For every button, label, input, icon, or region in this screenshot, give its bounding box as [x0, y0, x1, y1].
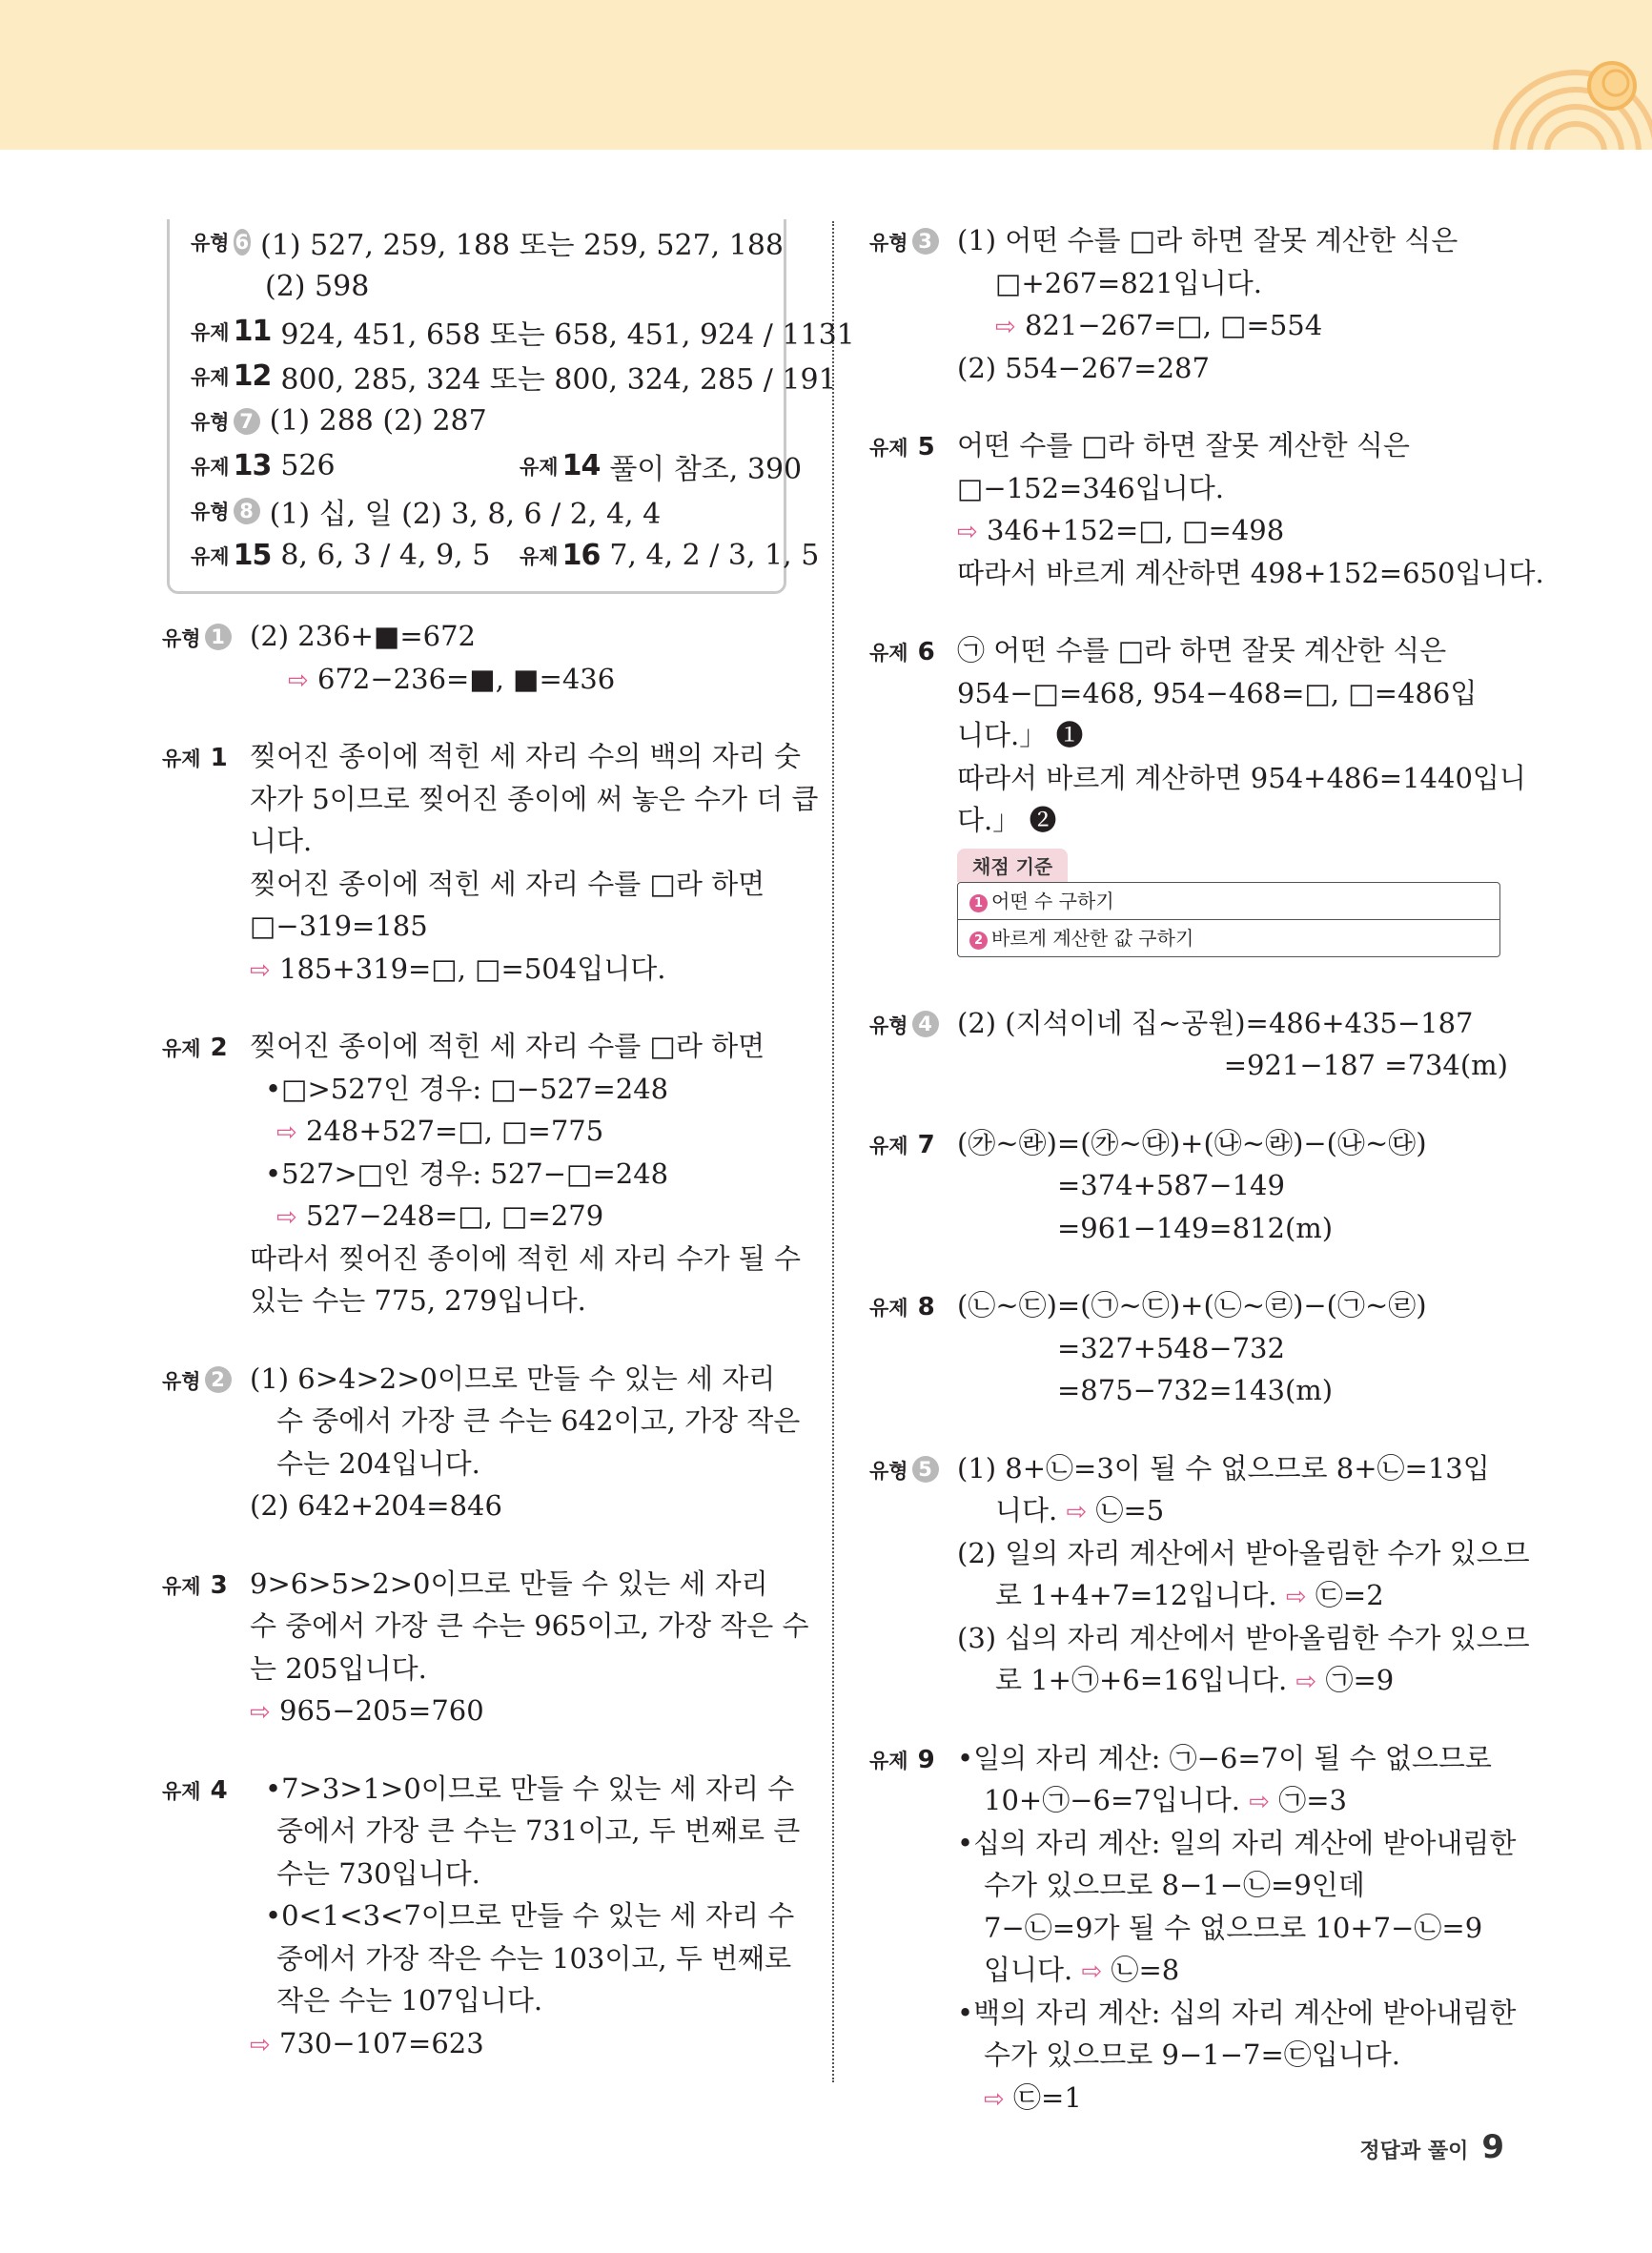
arrow-icon: ⇨ — [1295, 1668, 1317, 1696]
exercise-number: 9 — [917, 1745, 935, 1774]
solution-line: 수는 730입니다. — [276, 1856, 480, 1890]
exercise-number: 16 — [561, 539, 601, 572]
exercise-label: 유제 — [162, 748, 201, 770]
exercise-number: 13 — [233, 449, 272, 482]
solution-line: 찢어진 종이에 적힌 세 자리 수를 □라 하면 — [250, 1030, 765, 1062]
solution-line: □−152=346입니다. — [957, 471, 1224, 504]
arrow-icon: ⇨ — [984, 2084, 1005, 2114]
answer-text: (1) 288 (2) 287 — [269, 404, 487, 438]
arrow-icon: ⇨ — [995, 313, 1016, 341]
solution-line: 따라서 바르게 계산하면 954+486=1440입니 — [957, 761, 1526, 794]
solution-line: 입니다. — [984, 1954, 1073, 1986]
solution-line: 7−㉡=9가 될 수 없으므로 10+7−㉡=9 — [984, 1911, 1483, 1944]
exercise-number: 11 — [233, 315, 272, 348]
solution-line: ㉢=1 — [1013, 2080, 1082, 2114]
answer-text: 8, 6, 3 / 4, 9, 5 — [280, 539, 491, 572]
criteria-row — [958, 883, 1499, 919]
solution-line: 로 1+4+7=12입니다. — [995, 1579, 1277, 1611]
exercise-7 — [869, 1122, 1508, 1250]
answer-summary-box — [167, 219, 855, 594]
column-divider — [832, 221, 834, 2082]
solution-line: (1) 8+㉡=3이 될 수 없으므로 8+㉡=13입 — [957, 1451, 1490, 1485]
solution-line: 954−□=468, 954−468=□, □=486입 — [957, 676, 1478, 709]
arrow-icon: ⇨ — [957, 518, 978, 546]
exercise-number: 7 — [917, 1130, 935, 1159]
exercise-1 — [162, 735, 819, 990]
solution-line: (1) 어떤 수를 □라 하면 잘못 계산한 식은 — [957, 224, 1458, 256]
exercise-label: 유제 — [869, 642, 908, 665]
bullet-icon: • — [957, 1741, 974, 1774]
left-column — [162, 219, 855, 2099]
answer-text: (1) 십, 일 (2) 3, 8, 6 / 2, 4, 4 — [269, 497, 662, 531]
exercise-label: 유제 — [191, 365, 230, 389]
answer-text: 526 — [280, 449, 336, 482]
type-label: 유형 — [869, 1014, 908, 1037]
solution-line: 중에서 가장 큰 수는 731이고, 두 번째로 큰 — [276, 1814, 801, 1847]
solution-line: 7>3>1>0이므로 만들 수 있는 세 자리 수 — [281, 1772, 795, 1805]
solution-line: ㉡=5 — [1095, 1494, 1165, 1526]
summary-row — [191, 488, 784, 533]
solution-line: 527>□인 경우: 527−□=248 — [281, 1157, 669, 1190]
number-badge: 1 — [205, 624, 232, 650]
type-label: 유형 — [869, 232, 908, 255]
arrow-icon: ⇨ — [276, 1203, 297, 1232]
criteria-row — [958, 919, 1499, 956]
exercise-number: 12 — [233, 359, 272, 393]
solution-line: ㉠ 어떤 수를 □라 하면 잘못 계산한 식은 — [957, 634, 1447, 666]
arrow-icon: ⇨ — [250, 2030, 271, 2059]
bullet-icon: • — [265, 1772, 282, 1805]
exercise-label: 유제 — [162, 1574, 201, 1598]
solution-line: 185+319=□, □=504입니다. — [279, 952, 666, 985]
solution-line: □−319=185 — [250, 910, 428, 942]
solution-line: □>527인 경우: □−527=248 — [281, 1072, 669, 1105]
solution-line: 0<1<3<7이므로 만들 수 있는 세 자리 수 — [281, 1899, 795, 1932]
exercise-label: 유제 — [869, 1134, 908, 1157]
solution-type-3 — [869, 219, 1508, 389]
solution-line: 수 중에서 가장 큰 수는 642이고, 가장 작은 — [276, 1404, 801, 1437]
right-column — [869, 219, 1544, 2154]
solution-type-1 — [162, 615, 801, 700]
solution-line: 로 1+㉠+6=16입니다. — [995, 1664, 1288, 1696]
solution-line: 중에서 가장 작은 수는 103이고, 두 번째로 — [276, 1941, 792, 1975]
arrow-icon: ⇨ — [288, 666, 309, 695]
solution-line: (3) 십의 자리 계산에서 받아올림한 수가 있으므 — [957, 1621, 1530, 1654]
solution-line: 자가 5이므로 찢어진 종이에 써 놓은 수가 더 큽 — [250, 782, 819, 815]
answer-text: (1) 527, 259, 188 또는 259, 527, 188 — [260, 228, 784, 262]
answer-text: 800, 285, 324 또는 800, 324, 285 / 191 — [280, 362, 837, 397]
exercise-label: 유제 — [869, 1297, 908, 1320]
arrow-icon: ⇨ — [1249, 1788, 1270, 1816]
criteria-text: 바르게 계산한 값 구하기 — [991, 926, 1194, 950]
solution-line: (2) 554−267=287 — [957, 351, 1210, 384]
summary-row — [191, 399, 784, 443]
solution-line: (2) (지석이네 집~공원)=486+435−187 — [957, 1006, 1474, 1039]
solution-line: 따라서 찢어진 종이에 적힌 세 자리 수가 될 수 — [250, 1241, 801, 1275]
exercise-label: 유제 — [162, 1779, 201, 1803]
solution-line: 248+527=□, □=775 — [306, 1115, 604, 1147]
number-badge: 5 — [912, 1456, 939, 1483]
number-badge: 4 — [912, 1011, 939, 1037]
swirl-decoration-icon — [1404, 0, 1652, 150]
solution-line: 527−248=□, □=279 — [306, 1199, 604, 1232]
exercise-9 — [869, 1737, 1517, 2120]
solution-line: 수는 204입니다. — [276, 1446, 480, 1480]
exercise-number: 1 — [210, 744, 228, 772]
exercise-number: 15 — [233, 539, 272, 572]
exercise-number: 4 — [210, 1775, 228, 1805]
bullet-icon: • — [957, 1996, 974, 2029]
exercise-number: 5 — [917, 433, 935, 461]
solution-line: =327+548−732 — [1057, 1331, 1285, 1364]
summary-row — [191, 443, 803, 488]
solution-line: 수가 있으므로 9−1−7=㉢입니다. — [984, 2038, 1401, 2071]
exercise-number: 14 — [561, 449, 601, 482]
solution-line: 어떤 수를 □라 하면 잘못 계산한 식은 — [957, 429, 1410, 461]
summary-row — [191, 264, 784, 309]
exercise-label: 유제 — [869, 437, 908, 460]
exercise-number: 8 — [917, 1293, 935, 1321]
solution-line: 백의 자리 계산: 십의 자리 계산에 받아내림한 — [973, 1996, 1517, 2029]
number-badge: 3 — [912, 228, 939, 255]
solution-line: 십의 자리 계산: 일의 자리 계산에 받아내림한 — [973, 1826, 1517, 1859]
type-label: 유형 — [191, 231, 230, 255]
solution-line: 다.」 ❷ — [957, 804, 1057, 836]
exercise-4 — [162, 1768, 801, 2065]
exercise-label: 유제 — [162, 1037, 201, 1060]
solution-line: =921−187 =734(m) — [1223, 1049, 1508, 1081]
criteria-text: 어떤 수 구하기 — [991, 889, 1114, 912]
solution-line: 821−267=□, □=554 — [1025, 309, 1323, 341]
exercise-8 — [869, 1284, 1508, 1412]
answer-text: 924, 451, 658 또는 658, 451, 924 / 1131 — [280, 317, 855, 352]
solution-type-2 — [162, 1358, 801, 1527]
exercise-label: 유제 — [191, 544, 230, 568]
header-band — [0, 0, 1652, 150]
solution-line: 수가 있으므로 8−1−㉡=9인데 — [984, 1869, 1365, 1901]
solution-line: 일의 자리 계산: ㉠−6=7이 될 수 없으므로 — [973, 1741, 1492, 1774]
solution-line: 9>6>5>2>0이므로 만들 수 있는 세 자리 — [250, 1567, 768, 1600]
number-badge: 7 — [234, 408, 260, 435]
solution-line: 672−236=■, ■=436 — [317, 662, 616, 695]
type-label: 유형 — [162, 627, 201, 650]
solution-line: 니다.」 ❶ — [957, 719, 1084, 751]
solution-line: =961−149=812(m) — [1057, 1211, 1334, 1244]
answer-text: 7, 4, 2 / 3, 1, 5 — [609, 539, 820, 572]
solution-line: =374+587−149 — [1057, 1169, 1285, 1201]
solution-line: ㉢=2 — [1315, 1579, 1384, 1611]
solution-line: ㉡=8 — [1111, 1954, 1180, 1986]
solution-line: □+267=821입니다. — [995, 266, 1262, 299]
summary-row — [191, 219, 784, 264]
grading-criteria — [957, 848, 1526, 957]
exercise-number: 3 — [210, 1570, 228, 1600]
criteria-number: 2 — [969, 932, 988, 950]
solution-line: (1) 6>4>2>0이므로 만들 수 있는 세 자리 — [250, 1362, 776, 1395]
solution-line: 730−107=623 — [279, 2026, 484, 2059]
solution-line: 있는 수는 775, 279입니다. — [250, 1284, 586, 1317]
bullet-icon: • — [957, 1826, 974, 1859]
type-label: 유형 — [869, 1459, 908, 1483]
solution-line: ㉠=3 — [1278, 1784, 1347, 1816]
exercise-label: 유제 — [520, 455, 559, 479]
solution-line: 수 중에서 가장 큰 수는 965이고, 가장 작은 수 — [250, 1609, 809, 1642]
solution-line: 찢어진 종이에 적힌 세 자리 수를 □라 하면 — [250, 867, 765, 900]
summary-row — [191, 354, 837, 399]
exercise-label: 유제 — [869, 1749, 908, 1772]
solution-line: 는 205입니다. — [250, 1651, 427, 1685]
exercise-number: 2 — [210, 1034, 228, 1062]
exercise-2 — [162, 1025, 801, 1322]
exercise-label: 유제 — [191, 320, 230, 344]
solution-line: 니다. — [995, 1494, 1058, 1526]
page-footer — [1359, 2128, 1504, 2166]
exercise-5 — [869, 424, 1544, 594]
solution-line: (㉡~㉢)=(㉠~㉢)+(㉡~㉣)−(㉠~㉣) — [957, 1289, 1427, 1321]
exercise-label: 유제 — [191, 455, 230, 479]
arrow-icon: ⇨ — [276, 1118, 297, 1147]
solution-line: (2) 236+■=672 — [250, 620, 476, 652]
solution-line: (2) 642+204=846 — [250, 1489, 502, 1522]
solution-line: 니다. — [250, 825, 313, 857]
type-label: 유형 — [162, 1369, 201, 1393]
grading-criteria-title: 채점 기준 — [957, 849, 1068, 882]
exercise-6 — [869, 629, 1526, 967]
solution-line: (㉮~㉱)=(㉮~㉰)+(㉯~㉱)−(㉯~㉰) — [957, 1126, 1427, 1159]
solution-line: =875−732=143(m) — [1057, 1374, 1334, 1406]
exercise-label: 유제 — [520, 544, 559, 568]
solution-line: 346+152=□, □=498 — [987, 514, 1285, 546]
answer-text: (2) 598 — [265, 270, 370, 303]
type-label: 유형 — [191, 410, 230, 434]
bullet-icon: • — [265, 1072, 282, 1105]
arrow-icon: ⇨ — [250, 955, 271, 985]
number-badge: 6 — [235, 230, 250, 254]
answer-text: 풀이 참조, 390 — [609, 452, 803, 486]
criteria-number: 1 — [969, 894, 988, 912]
arrow-icon: ⇨ — [1066, 1498, 1088, 1526]
exercise-number: 6 — [917, 638, 935, 666]
footer-title: 정답과 풀이 — [1359, 2140, 1469, 2163]
page-number: 9 — [1481, 2128, 1504, 2166]
arrow-icon: ⇨ — [250, 1698, 271, 1727]
grading-criteria-table — [957, 882, 1500, 957]
exercise-3 — [162, 1563, 809, 1732]
bullet-icon: • — [265, 1157, 282, 1190]
solution-line: 965−205=760 — [279, 1694, 484, 1727]
type-label: 유형 — [191, 500, 230, 523]
bullet-icon: • — [265, 1899, 282, 1932]
summary-row — [191, 309, 855, 354]
solution-line: (2) 일의 자리 계산에서 받아올림한 수가 있으므 — [957, 1536, 1530, 1569]
solution-line: 10+㉠−6=7입니다. — [984, 1784, 1240, 1816]
solution-line: 따라서 바르게 계산하면 498+152=650입니다. — [957, 556, 1544, 589]
solution-type-5 — [869, 1447, 1530, 1702]
solution-line: ㉠=9 — [1325, 1664, 1395, 1696]
solution-line: 작은 수는 107입니다. — [276, 1984, 543, 2017]
arrow-icon: ⇨ — [1285, 1583, 1307, 1611]
number-badge: 8 — [234, 498, 260, 524]
solution-line: 찢어진 종이에 적힌 세 자리 수의 백의 자리 숫 — [250, 740, 801, 772]
solution-type-4 — [869, 1002, 1508, 1087]
number-badge: 2 — [205, 1366, 232, 1393]
arrow-icon: ⇨ — [1081, 1957, 1103, 1986]
summary-row — [191, 533, 820, 578]
